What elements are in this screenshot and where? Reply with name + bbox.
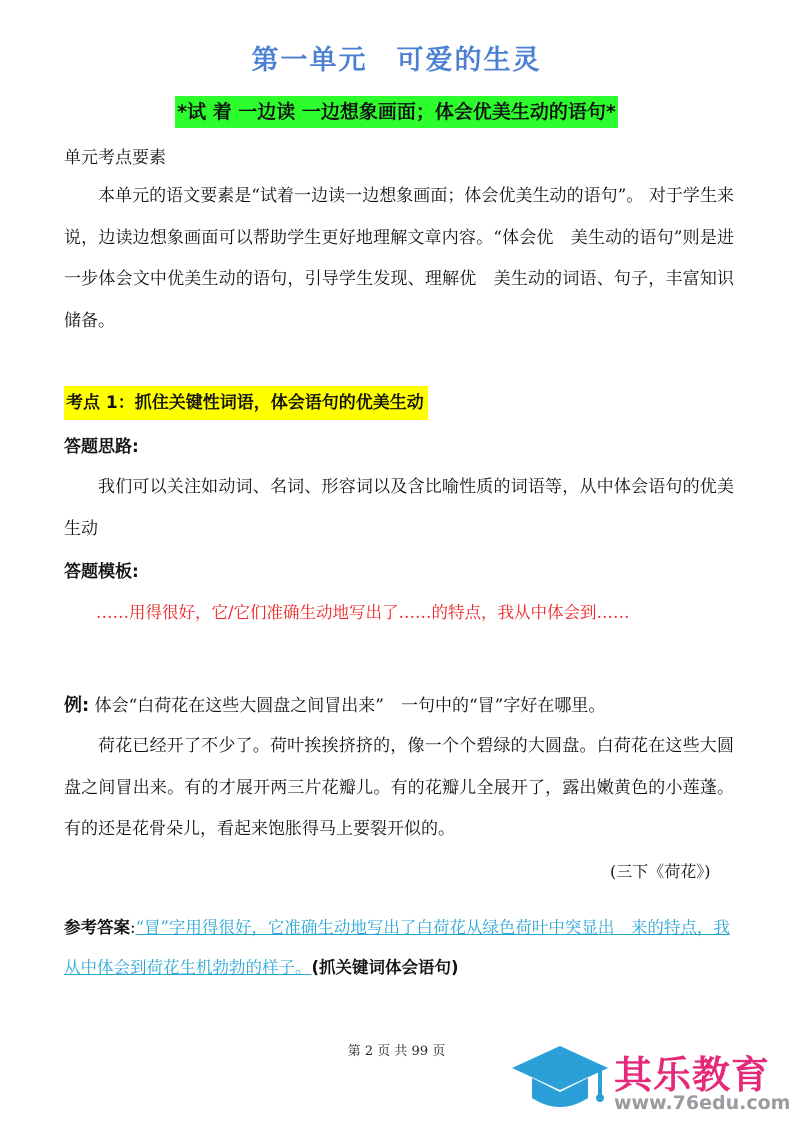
reference-answer xyxy=(64,908,736,988)
example-question-row xyxy=(64,694,605,718)
example-label: 例: xyxy=(64,695,90,716)
intro-paragraph: 本单元的语文要素是“试着一边读一边想象画面；体会优美生动的语句”。 对于学生来说，边读边想象画面可以帮助学生更好地理解文章内容。“体会优 美生动的语句”则是进一步体会文中优美生动的语句，引导学生发现、理解优 美生动的词语、句子，丰富知识储备。 xyxy=(64,186,734,331)
template-text: ……用得很好，它/它们准确生动地写出了……的特点，我从中体会到…… xyxy=(96,603,630,622)
answer-colon: : xyxy=(130,918,136,937)
template-label: 答题模板: xyxy=(64,562,139,582)
example-question: 体会“白荷花在这些大圆盘之间冒出来” 一句中的“冒”字好在哪里。 xyxy=(94,696,606,716)
keypoint-heading: 考点 1：抓住关键性词语，体会语句的优美生动 xyxy=(64,386,428,420)
example-source: (三下《荷花》) xyxy=(610,862,711,881)
graduation-cap-icon xyxy=(510,1040,610,1120)
page-title: 第一单元 可爱的生灵 xyxy=(251,45,542,76)
answer-text: “冒”字用得很好，它准确生动地写出了白荷花从绿色荷叶中突显出 来的特点，我从中体会到荷花生机勃勃的样子。 xyxy=(64,918,730,977)
unit-subtitle: *试 着 一边读 一边想象画面；体会优美生动的语句* xyxy=(175,96,618,128)
answer-label: 参考答案 xyxy=(64,918,130,937)
answer-tag: (抓关键词体会语句) xyxy=(311,958,459,977)
section-label: 单元考点要素 xyxy=(64,148,166,168)
logo-name: 其乐教育 xyxy=(614,1053,771,1097)
approach-text: 我们可以关注如动词、名词、形容词以及含比喻性质的词语等，从中体会语句的优美生动 xyxy=(64,477,734,539)
subtitle-row xyxy=(0,96,793,128)
logo-url: www.76edu.com xyxy=(614,1092,791,1114)
brand-logo xyxy=(510,1032,793,1122)
example-passage: 荷花已经开了不少了。荷叶挨挨挤挤的，像一个个碧绿的大圆盘。白荷花在这些大圆盘之间冒出来。有的才展开两三片花瓣儿。有的花瓣儿全展开了，露出嫩黄色的小莲蓬。有的还是花骨朵儿，看起来饱胀得马上要裂开似的。 xyxy=(64,736,734,839)
page-footer: 第 2 页 共 99 页 xyxy=(347,1044,446,1059)
approach-label: 答题思路: xyxy=(64,437,139,457)
